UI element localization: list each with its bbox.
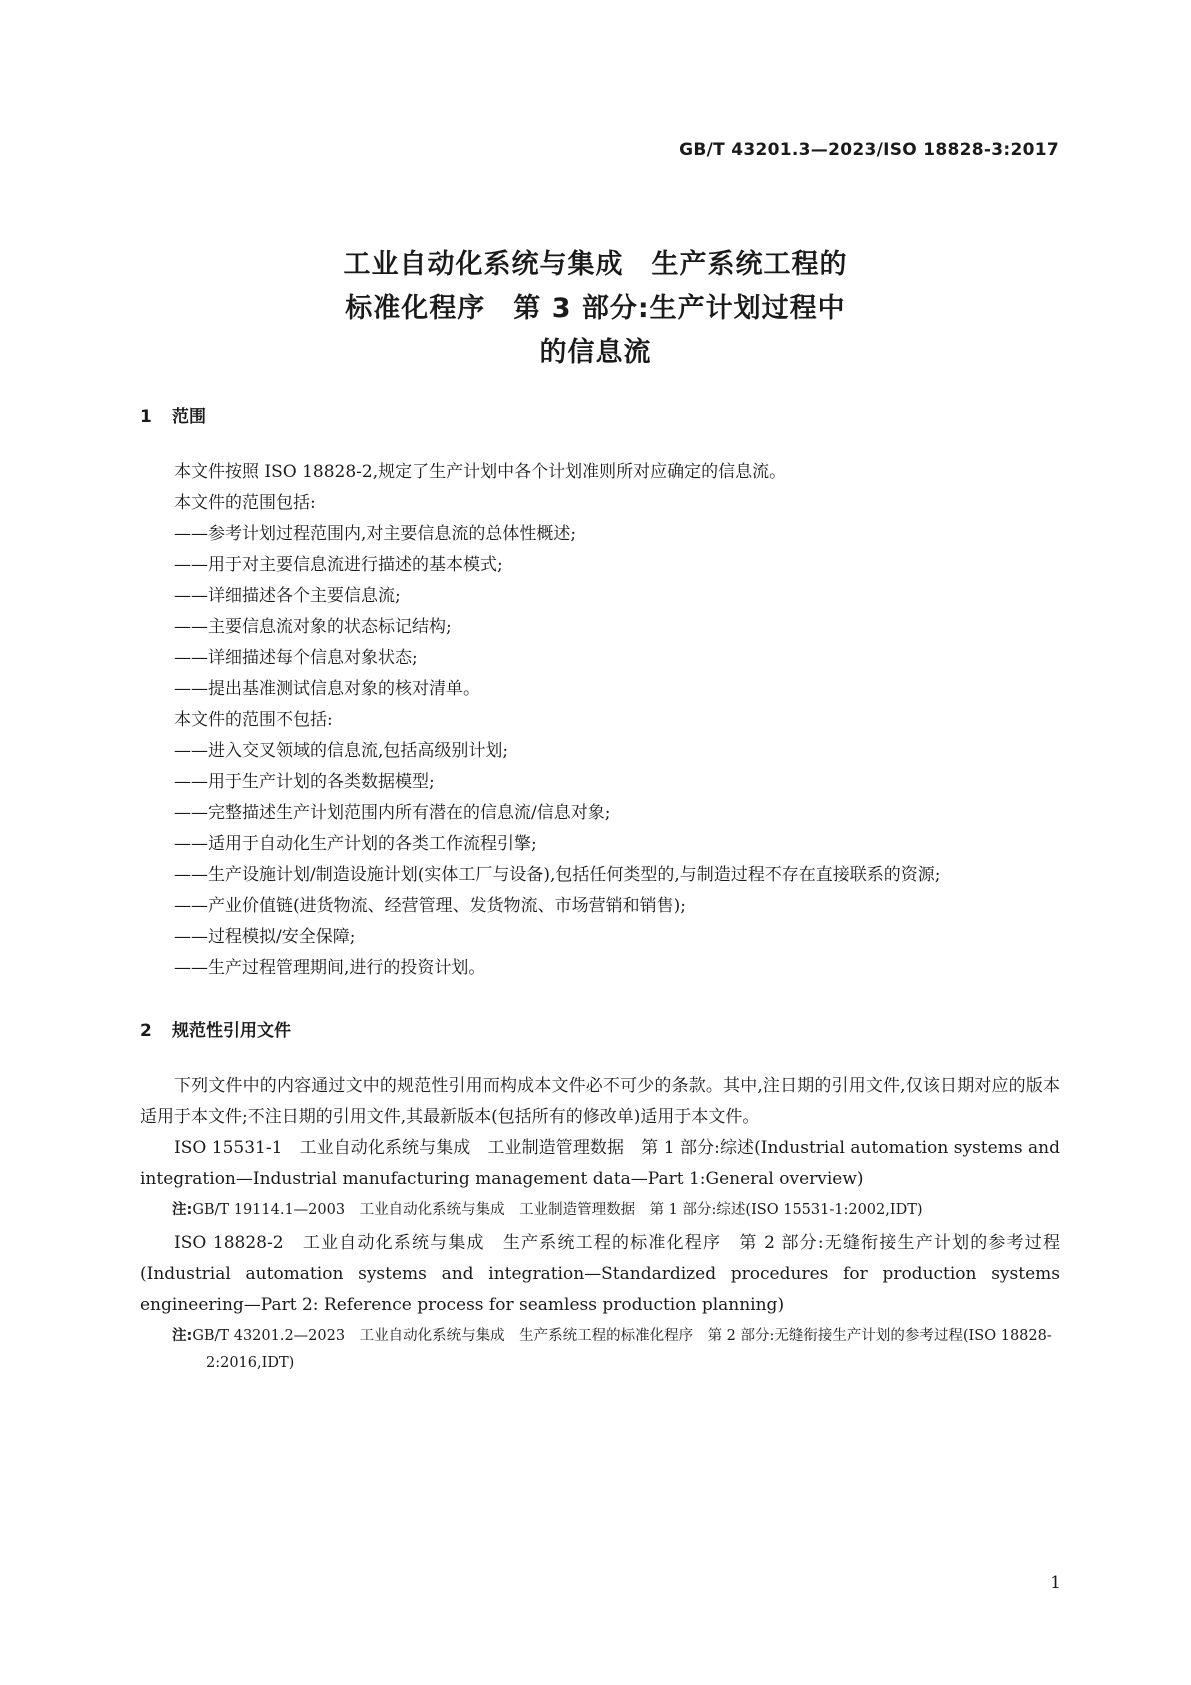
list-item: ——进入交叉领域的信息流,包括高级别计划; — [174, 741, 509, 761]
list-item: ——生产过程管理期间,进行的投资计划。 — [174, 958, 486, 978]
reference-entry: ISO 15531-1 工业自动化系统与集成 工业制造管理数据 第 1 部分:综述(Industrial automation systems and integration—Industrial manufacturing management data—Part 1:General overview) — [140, 1138, 1060, 1189]
section-normative-references — [140, 1016, 1060, 1381]
section-number: 2 — [140, 1021, 152, 1041]
list-item: ——完整描述生产计划范围内所有潜在的信息流/信息对象; — [174, 803, 611, 823]
section-title: 规范性引用文件 — [172, 1021, 291, 1041]
list-item: ——详细描述各个主要信息流; — [174, 586, 401, 606]
section-title: 范围 — [172, 407, 206, 427]
excludes-list — [140, 736, 1060, 984]
includes-label: 本文件的范围包括: — [174, 493, 316, 513]
list-item: ——用于对主要信息流进行描述的基本模式; — [174, 555, 503, 575]
includes-list — [140, 519, 1060, 705]
list-item: ——过程模拟/安全保障; — [174, 927, 356, 947]
title-line: 工业自动化系统与集成 生产系统工程的 — [343, 249, 848, 280]
section-scope — [140, 402, 1060, 984]
list-item: ——适用于自动化生产计划的各类工作流程引擎; — [174, 834, 537, 854]
list-item: ——提出基准测试信息对象的核对清单。 — [174, 679, 480, 699]
list-item: ——产业价值链(进货物流、经营管理、发货物流、市场营销和销售); — [174, 896, 686, 916]
list-item: ——详细描述每个信息对象状态; — [174, 648, 418, 668]
excludes-label: 本文件的范围不包括: — [174, 710, 333, 730]
section-heading — [140, 1016, 1060, 1041]
reference-note: 注:GB/T 19114.1—2003 工业自动化系统与集成 工业制造管理数据 第 1 部分:综述(ISO 15531-1:2002,IDT) — [172, 1202, 923, 1218]
reference-note: 注:GB/T 43201.2—2023 工业自动化系统与集成 生产系统工程的标准化程序 第 2 部分:无缝衔接生产计划的参考过程(ISO 18828-2:2016,IDT) — [172, 1328, 1052, 1371]
reference-entry: ISO 18828-2 工业自动化系统与集成 生产系统工程的标准化程序 第 2 部分:无缝衔接生产计划的参考过程(Industrial automation systems and integration—Standardized procedures for production systems engineering—Part 2: Reference process for seamless production planning) — [140, 1233, 1060, 1315]
document-title — [0, 243, 1191, 375]
scope-intro: 本文件按照 ISO 18828-2,规定了生产计划中各个计划准则所对应确定的信息流。 — [174, 462, 787, 482]
title-line: 的信息流 — [539, 337, 652, 368]
section-heading — [140, 402, 1060, 427]
standard-code: GB/T 43201.3—2023/ISO 18828-3:2017 — [679, 140, 1059, 160]
list-item: ——用于生产计划的各类数据模型; — [174, 772, 435, 792]
list-item: ——主要信息流对象的状态标记结构; — [174, 617, 452, 637]
title-line: 标准化程序 第 3 部分:生产计划过程中 — [345, 293, 846, 324]
section-number: 1 — [140, 407, 152, 427]
page-number: 1 — [1050, 1573, 1061, 1593]
list-item: ——生产设施计划/制造设施计划(实体工厂与设备),包括任何类型的,与制造过程不存在直接联系的资源; — [174, 865, 941, 885]
references-intro: 下列文件中的内容通过文中的规范性引用而构成本文件必不可少的条款。其中,注日期的引用文件,仅该日期对应的版本适用于本文件;不注日期的引用文件,其最新版本(包括所有的修改单)适用于本文件。 — [140, 1076, 1060, 1127]
list-item: ——参考计划过程范围内,对主要信息流的总体性概述; — [174, 524, 577, 544]
